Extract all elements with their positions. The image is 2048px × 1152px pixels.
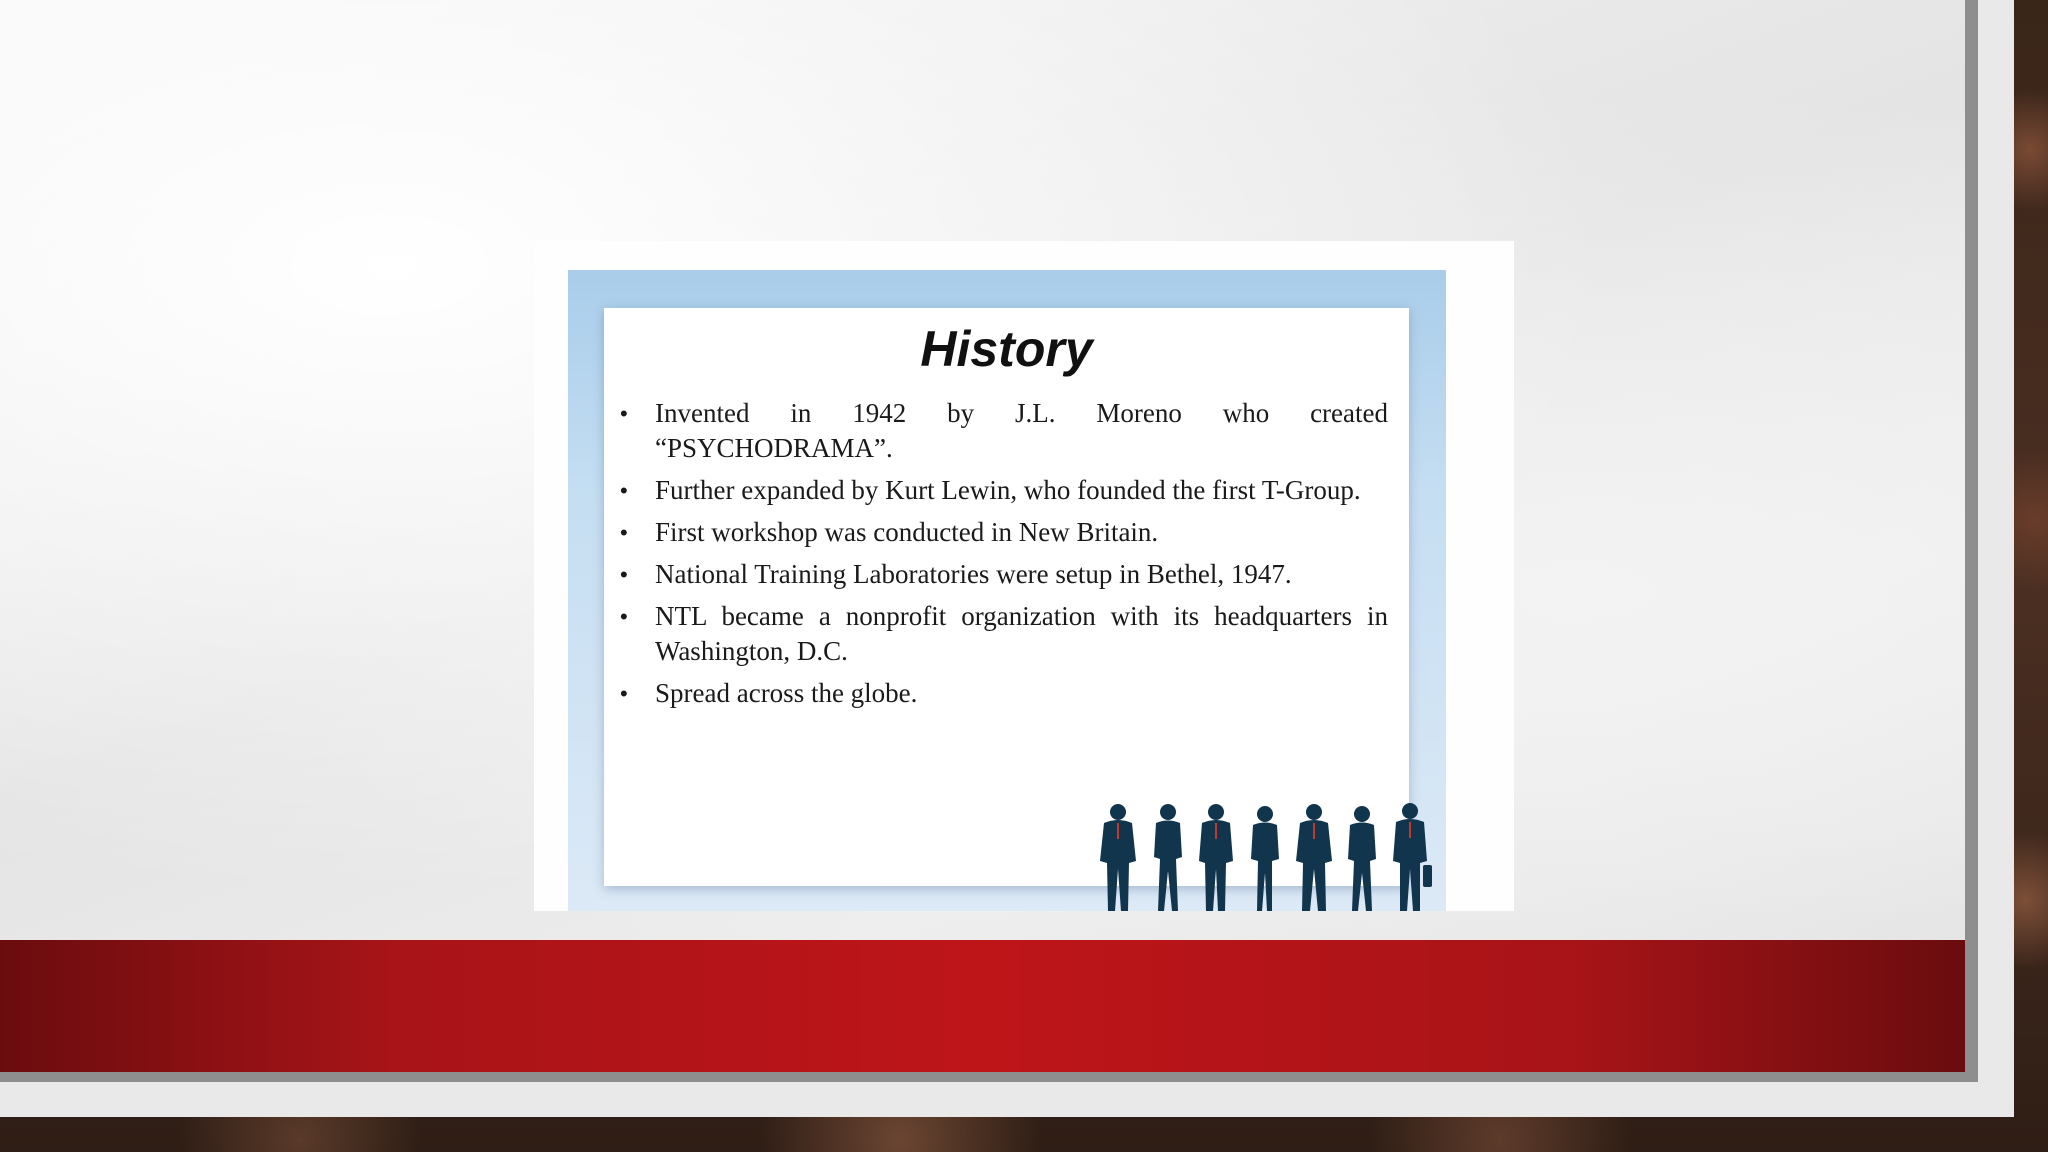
bullet-text: NTL became a nonprofit organization with its headquarters in Washington, D.C. — [655, 601, 1388, 666]
bullet-text: National Training Laboratories were setup in Bethel, 1947. — [655, 559, 1292, 589]
man-silhouette-icon — [1199, 804, 1233, 911]
bullet-text: Invented in 1942 by J.L. Moreno who created “PSYCHODRAMA”. — [655, 398, 1388, 463]
woman-silhouette-icon — [1348, 806, 1376, 911]
bullet-marker: • — [620, 478, 628, 503]
bullet-item — [620, 473, 1388, 508]
bullet-marker: • — [620, 604, 628, 629]
woman-silhouette-icon — [1154, 804, 1182, 911]
bullet-text: Further expanded by Kurt Lewin, who founded the first T-Group. — [655, 475, 1361, 505]
bullet-marker: • — [620, 520, 628, 545]
man-silhouette-icon — [1296, 804, 1332, 911]
bullet-item — [620, 676, 1388, 711]
man-silhouette-icon — [1393, 803, 1432, 911]
woman-silhouette-icon — [1251, 806, 1279, 911]
bullet-item — [620, 515, 1388, 550]
bullet-text: Spread across the globe. — [655, 678, 918, 708]
embedded-slide-picture — [534, 241, 1514, 911]
bullet-list — [620, 396, 1388, 718]
bullet-marker: • — [620, 401, 628, 426]
bullet-text: First workshop was conducted in New Britain. — [655, 517, 1159, 547]
accent-band — [0, 940, 1965, 1072]
bullet-marker: • — [620, 681, 628, 706]
bullet-item — [620, 396, 1388, 466]
bullet-item — [620, 557, 1388, 592]
slide-title: History — [920, 321, 1093, 377]
inner-slide-card — [604, 308, 1409, 886]
business-people-silhouettes-icon — [1096, 801, 1436, 911]
bullet-marker: • — [620, 562, 628, 587]
bullet-item — [620, 599, 1388, 669]
man-silhouette-icon — [1100, 804, 1136, 911]
